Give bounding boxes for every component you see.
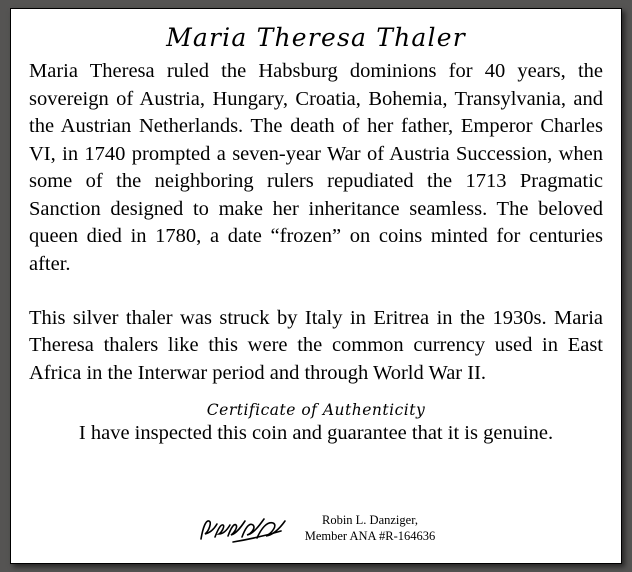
page-title: Maria Theresa Thaler	[166, 23, 466, 52]
certificate-heading: Certificate of Authenticity	[206, 401, 426, 420]
certificate-content	[29, 23, 603, 551]
signer-details	[305, 512, 436, 547]
signer-name: Robin L. Danziger,	[321, 513, 418, 527]
handwritten-signature-icon	[197, 513, 287, 547]
signature-block	[29, 512, 603, 547]
certificate-statement: I have inspected this coin and guarantee that it is genuine.	[78, 422, 554, 445]
certificate-card	[10, 8, 622, 564]
signer-membership: Member ANA #R-164636	[304, 529, 436, 543]
paragraph-history: Maria Theresa ruled the Habsburg dominions for 40 years, the sovereign of Austria, Hungary, Croatia, Bohemia, Transylvania, and the Austrian Netherlands. The death of her father, Emperor Charles VI, in 1740 prompted a seven-year War of Austria Succession, when some of the neighboring rulers repudiated the 1713 Pragmatic Sanction designed to make her inheritance seamless. The beloved queen died in 1780, a date “frozen” on coins minted for centuries after.	[29, 60, 603, 275]
paragraph-provenance: This silver thaler was struck by Italy in Eritrea in the 1930s. Maria Theresa thalers like this were the common currency used in East Africa in the Interwar period and through World War II.	[29, 306, 603, 384]
